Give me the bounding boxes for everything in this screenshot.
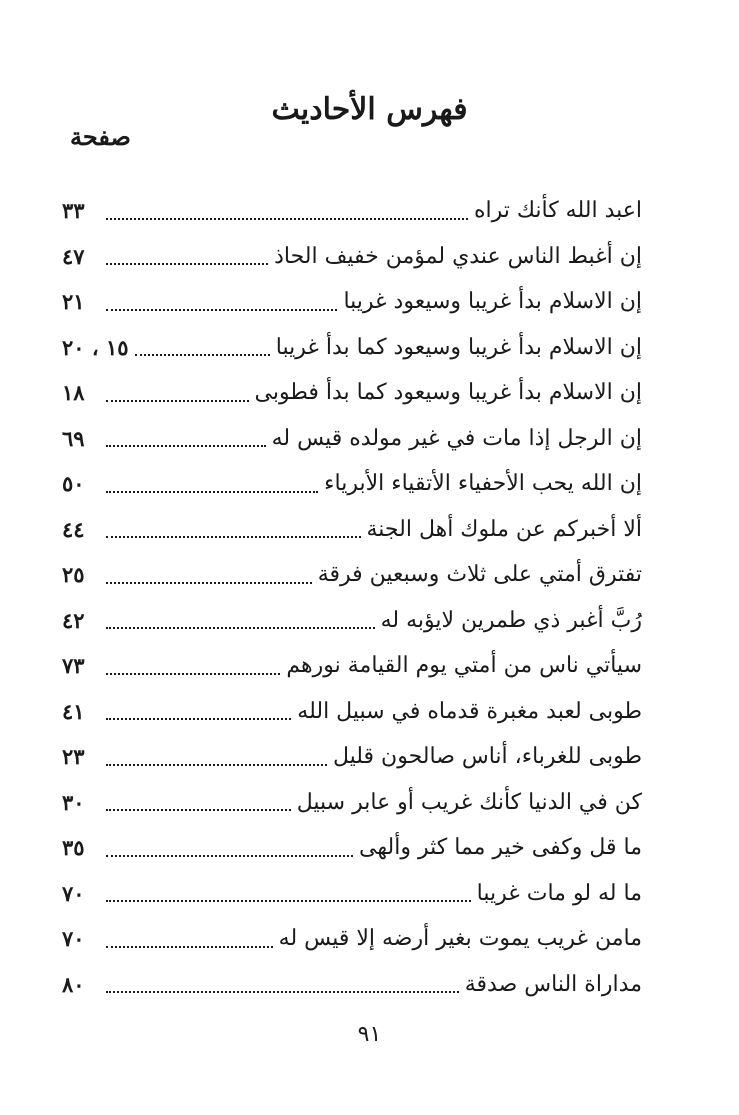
entry-page-ref: ٤٤ (62, 516, 85, 542)
entry-text: إن الرجل إذا مات في غير مولده قيس له (271, 425, 642, 451)
entry-text: مداراة الناس صدقة (464, 971, 642, 997)
entry-text: إن الاسلام بدأ غريبا وسيعود غريبا (343, 289, 642, 315)
dot-leader (106, 263, 268, 265)
entry-page-ref: ٤٧ (62, 243, 85, 269)
index-entry (62, 689, 642, 735)
entry-page-ref: ٣٣ (62, 198, 85, 224)
page-title: فهرس الأحاديث (271, 92, 468, 127)
dot-leader (106, 445, 266, 447)
entry-text: إن أغبط الناس عندي لمؤمن خفيف الحاذ (274, 243, 642, 269)
index-entry (62, 598, 642, 644)
dot-leader (106, 491, 318, 493)
index-entry (62, 871, 642, 917)
index-entry (62, 325, 642, 371)
index-entry (62, 461, 642, 507)
index-entry (62, 734, 642, 780)
dot-leader (106, 218, 468, 220)
entry-text: تفترق أمتي على ثلاث وسبعين فرقة (317, 562, 642, 588)
dot-leader (106, 673, 280, 675)
entry-page-ref: ٧٠ (62, 926, 85, 952)
dot-leader (106, 991, 459, 993)
dot-leader (106, 809, 291, 811)
entry-text: طوبى لعبد مغبرة قدماه في سبيل الله (297, 698, 642, 724)
entry-text: كن في الدنيا كأنك غريب أو عابر سبيل (296, 789, 642, 815)
dot-leader (106, 718, 291, 720)
entry-text: ألا أخبركم عن ملوك أهل الجنة (366, 516, 642, 542)
dot-leader (106, 855, 353, 857)
entry-text: ما له لو مات غريبا (476, 880, 642, 906)
entry-page-ref: ٣٠ (62, 789, 85, 815)
dot-leader (106, 309, 337, 311)
dot-leader (106, 900, 471, 902)
dot-leader (106, 627, 375, 629)
entry-text: ما قل وكفى خير مما كثر وألهى (359, 835, 642, 861)
entry-page-ref: ٤١ (62, 698, 85, 724)
page-number: ٩١ (357, 1022, 382, 1047)
index-entry (62, 370, 642, 416)
dot-leader (135, 354, 270, 356)
index-entry (62, 188, 642, 234)
entry-page-ref: ٢١ (62, 289, 85, 315)
entry-text: رُبَّ أغبر ذي طمرين لايؤبه له (380, 607, 642, 633)
dot-leader (106, 536, 361, 538)
entry-page-ref: ٨٠ (62, 971, 85, 997)
index-entry (62, 416, 642, 462)
index-entry (62, 507, 642, 553)
entry-page-ref: ١٥ ، ٢٠ (62, 334, 129, 360)
entry-page-ref: ٤٢ (62, 607, 85, 633)
entry-text: اعبد الله كأنك تراه (473, 198, 642, 224)
entry-page-ref: ٣٥ (62, 835, 85, 861)
entry-text: سيأتي ناس من أمتي يوم القيامة نورهم (286, 653, 642, 679)
entry-text: إن الله يحب الأحفياء الأتقياء الأبرياء (324, 471, 642, 497)
index-entry (62, 825, 642, 871)
entry-page-ref: ٥٠ (62, 471, 85, 497)
index-entry (62, 552, 642, 598)
entry-text: طوبى للغرباء، أناس صالحون قليل (332, 744, 642, 770)
dot-leader (106, 400, 249, 402)
index-entry (62, 234, 642, 280)
entry-page-ref: ٧٠ (62, 880, 85, 906)
entry-page-ref: ٧٣ (62, 653, 85, 679)
dot-leader (106, 946, 273, 948)
hadith-index-list (62, 188, 642, 1007)
index-entry (62, 643, 642, 689)
entry-text: إن الاسلام بدأ غريبا وسيعود كما بدأ فطوبى (254, 380, 642, 406)
index-entry (62, 916, 642, 962)
entry-page-ref: ٦٩ (62, 425, 85, 451)
entry-page-ref: ٢٣ (62, 744, 85, 770)
index-entry (62, 962, 642, 1008)
index-entry (62, 279, 642, 325)
dot-leader (106, 764, 327, 766)
index-entry (62, 780, 642, 826)
entry-text: مامن غريب يموت بغير أرضه إلا قيس له (278, 926, 642, 952)
entry-page-ref: ١٨ (62, 380, 85, 406)
dot-leader (106, 582, 312, 584)
entry-text: إن الاسلام بدأ غريبا وسيعود كما بدأ غريبا (275, 334, 642, 360)
entry-page-ref: ٢٥ (62, 562, 85, 588)
page-column-heading: صفحة (70, 122, 131, 151)
